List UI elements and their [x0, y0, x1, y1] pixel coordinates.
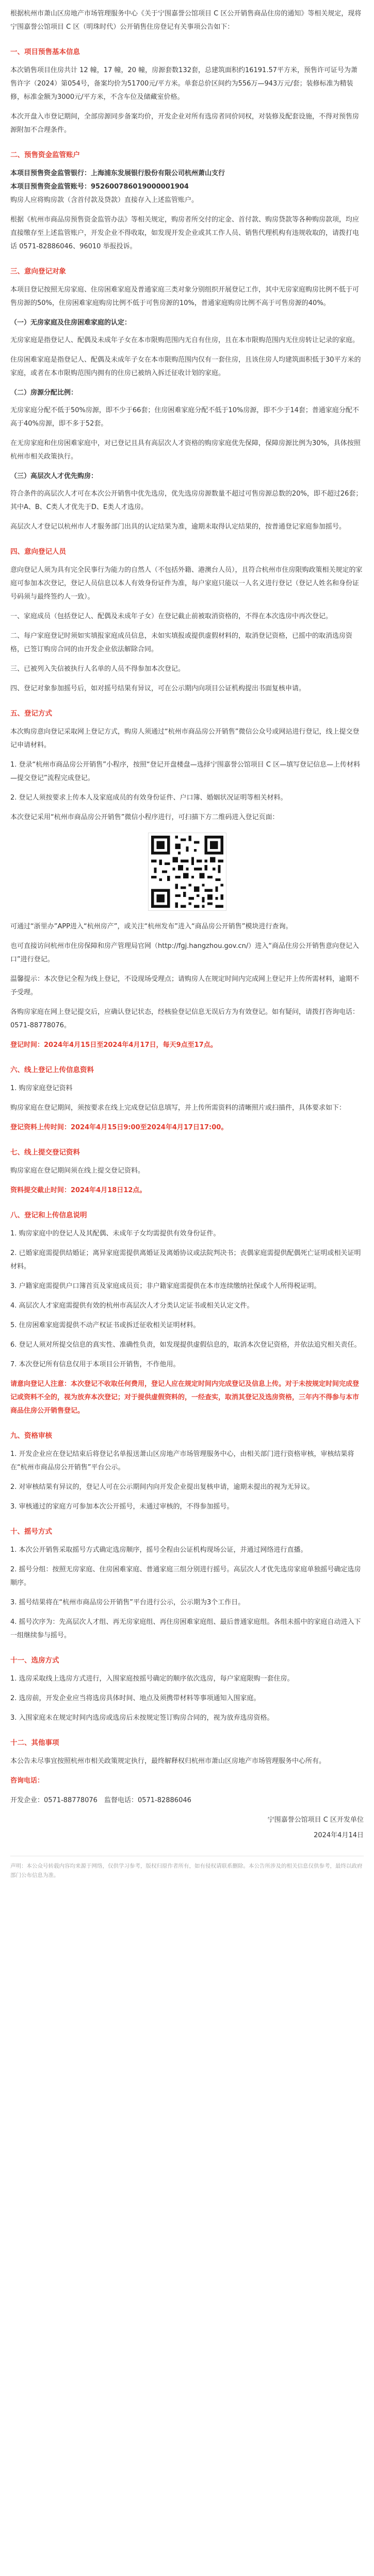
section-title-other: 十二、其他事项 — [10, 1739, 59, 1747]
escrow-bank-line: 本项目预售资金监管银行：上海浦东发展银行股份有限公司杭州萧山支行 — [10, 170, 225, 177]
section-title-online-submit: 七、线上提交登记资料 — [10, 1148, 80, 1157]
contact-line: 开发企业：0571-88778076 监督电话：0571-82886046 — [10, 1797, 191, 1804]
review-paragraph-3: 3. 审核通过的家庭方可参加本次公开摇号，未通过审核的，不得参加摇号。 — [10, 1503, 234, 1511]
upload-time: 登记资料上传时间：2024年4月15日9:00至2024年4月17日17:00。 — [10, 1124, 228, 1131]
targets-paragraph-2: 无房家庭是指登记人、配偶及未成年子女在本市限购范围内无自有住房，且在本市限购范围内无住房转让记录的家庭。 — [10, 336, 360, 344]
section-title-qualification-review: 九、资格审核 — [10, 1432, 52, 1440]
targets-paragraph-1: 本项目登记按照无房家庭、住房困难家庭及普通家庭三类对象分别组织开展登记工作，其中无房家庭购房比例不低于可售房源的50%，住房困难家庭购房比例不低于可售房源的10%，普通家庭购房比例不高于可售房源的40%。 — [10, 286, 360, 307]
section-title-registration-method: 五、登记方式 — [10, 709, 52, 718]
project-info-note: 本次开盘入市登记期间，全部房源同步备案均价，开发企业对所有选房者同价同权，对装修及配套设施，不得对预售房源附加不合理条件。 — [10, 113, 360, 134]
section-title-registration-targets: 三、意向登记对象 — [10, 267, 66, 276]
targets-paragraph-5: 在无房家庭和住房困难家庭中，对已登记且具有高层次人才资格的购房家庭优先保障，保障房源比例为30%，具体按照杭州市相关政策执行。 — [10, 439, 361, 461]
section-title-registrants: 四、意向登记人员 — [10, 548, 66, 556]
section-title-lottery: 十、摇号方式 — [10, 1528, 52, 1536]
submit-paragraph-1: 购房家庭在登记期间须在线上提交登记资料。 — [10, 1167, 145, 1175]
notes-paragraph-7: 7. 本次登记所有信息仅用于本项目公开销售，不作他用。 — [10, 1361, 180, 1368]
selection-paragraph-2: 2. 选房前，开发企业应当将选房具体时间、地点及须携带材料等事项通知入围家庭。 — [10, 1694, 261, 1702]
notes-paragraph-2: 2. 已婚家庭需提供结婚证；离异家庭需提供离婚证及离婚协议或法院判决书；丧偶家庭需提供配偶死亡证明或相关证明材料。 — [10, 1249, 361, 1270]
method-paragraph-4: 本次登记采用“杭州市商品房公开销售”微信小程序进行，可扫描下方二维码进入登记页面： — [10, 814, 279, 821]
lottery-paragraph-4: 4. 摇号次序为：先高层次人才组、再无房家庭组、再住房困难家庭组、最后普通家庭组。各组未摇中的家庭自动进入下一组继续参与摇号。 — [10, 1618, 361, 1639]
section-title-online-upload: 六、线上登记上传信息资料 — [10, 1066, 94, 1074]
review-paragraph-1: 1. 开发企业应在登记结束后将登记名单报送萧山区房地产市场管理服务中心，由相关部门进行资格审核，审核结果将在“杭州市商品房公开销售”平台公示。 — [10, 1450, 354, 1471]
targets-paragraph-7: 高层次人才登记以杭州市人才服务部门出具的认定结果为准，逾期未取得认定结果的，按普通登记家庭参加摇号。 — [10, 523, 346, 531]
signer: 宁围嘉誉公馆项目 C 区开发单位 — [267, 1816, 364, 1824]
other-paragraph-1: 本公告未尽事宜按照杭州市相关政策规定执行，最终解释权归杭州市萧山区房地产市场管理服务中心所有。 — [10, 1757, 326, 1765]
project-info-paragraph: 本次销售项目住房共计 12 幢，17 幢，20 幢，房源套数132套，总建筑面积约16191.57平方米，预售许可证号为萧售许字（2024）第054号，备案均价为51700元/平方米。单套总价区间约为556万—943万元/套；装修标准为精装修，标准金额为3000元/平方米，不含车位及储藏室价格。 — [10, 66, 357, 101]
upload-paragraph-1: 1. 购房家庭登记资料 — [10, 1084, 73, 1092]
method-paragraph-2: 1. 登录“杭州市商品房公开销售”小程序，按照“登记开盘楼盘—选择宁围嘉誉公馆项目 C 区—填写登记信息—上传材料—提交登记”流程完成登记。 — [10, 761, 361, 782]
targets-paragraph-6: 符合条件的高层次人才可在本次公开销售中优先选房，优先选房房源数量不超过可售房源总数的20%，即不超过26套；其中A、B、C类人才优先于D、E类人才选房。 — [10, 490, 363, 511]
section-title-project-info: 一、项目预售基本信息 — [10, 48, 80, 56]
section-title-selection: 十一、选房方式 — [10, 1656, 59, 1665]
footer-disclaimer: 声明：本公众号转载内容均来源于网络，仅供学习参考，版权归原作者所有，如有侵权请联系删除。本公告所涉及的相关信息仅供参考，最终以政府部门公布信息为准。 — [10, 1863, 363, 1878]
notes-paragraph-6: 6. 登记人须对所提交信息的真实性、准确性负责，如发现提供虚假信息的，取消本次登记资格，并依法追究相关责任。 — [10, 1341, 361, 1349]
intro-paragraph: 根据杭州市萧山区房地产市场管理服务中心《关于宁围嘉誉公馆项目 C 区公开销售商品住房的通知》等相关规定，现将宁围嘉誉公馆项目 C 区（明珠时代）公开销售住房登记有关事项公告如下： — [10, 10, 362, 31]
sign-date: 2024年4月14日 — [314, 1832, 364, 1839]
submit-deadline: 资料提交截止时间：2024年4月18日12点。 — [10, 1187, 147, 1194]
upload-paragraph-2: 购房家庭在登记期间，须按要求在线上完成登记信息填写，并上传所需资料的清晰照片或扫描件，具体要求如下： — [10, 1104, 346, 1112]
targets-paragraph-3: 住房困难家庭是指登记人、配偶及未成年子女在本市限购范围内仅有一套住房，且该住房人均建筑面积低于30平方米的家庭，或者在本市限购范围内拥有的住房已被纳入拆迁征收计划的家庭。 — [10, 356, 361, 377]
targets-subtitle-3: （三）高层次人才优先购房： — [10, 472, 98, 480]
targets-subtitle-2: （二）房源分配比例： — [10, 389, 78, 397]
registrants-paragraph-2: 一、家庭成员（包括登记人、配偶及未成年子女）在登记截止前被取消资格的，不得在本次选房中再次登记。 — [10, 613, 333, 620]
inquiry-paragraph-4: 各购房家庭在网上登记提交后，应确认登记状态，经核验登记信息无误后方为有效登记。如有疑问，请拨打咨询电话：0571-88778076。 — [10, 1008, 360, 1029]
notes-warning: 请意向登记人注意：本次登记不收取任何费用，登记人应在规定时间内完成登记及信息上传。对于未按规定时间完成登记或资料不全的，视为放弃本次登记；对于提供虚假资料的，一经查实，取消其登记及选房资格，三年内不得参与本市商品住房公开销售登记。 — [10, 1380, 360, 1415]
targets-paragraph-4: 无房家庭分配不低于50%房源，即不少于66套；住房困难家庭分配不低于10%房源，即不少于14套；普通家庭分配不高于40%房源，即不多于52套。 — [10, 406, 359, 428]
section-title-registration-notes: 八、登记和上传信息说明 — [10, 1211, 87, 1219]
section-title-escrow-account: 二、预售资金监管账户 — [10, 151, 80, 159]
registrants-paragraph-4: 三、已被列入失信被执行人名单的人员不得参加本次登记。 — [10, 665, 185, 673]
method-paragraph-3: 2. 登记人须按要求上传本人及家庭成员的有效身份证件、户口簿、婚姻状况证明等相关材料。 — [10, 794, 287, 802]
registrants-paragraph-1: 意向登记人须为具有完全民事行为能力的自然人（不包括外籍、港澳台人员），且符合杭州市住房限购政策相关规定的家庭可参加本次登记，登记人员信息以本人有效身份证件为准，每户家庭只能以一人名义进行登记（登记人姓名和身份证号码须与最终签约人一致）。 — [10, 566, 363, 601]
qr-code-container — [10, 833, 364, 911]
escrow-account-line: 本项目预售资金监管账号：952600786019000001904 — [10, 183, 189, 191]
lottery-paragraph-3: 3. 摇号结果将在“杭州市商品房公开销售”平台进行公示，公示期为3个工作日。 — [10, 1599, 245, 1606]
registration-time: 登记时间：2024年4月15日至2024年4月17日，每天9点至17点。 — [10, 1041, 217, 1049]
lottery-paragraph-1: 1. 本次公开销售采取摇号方式确定选房顺序，摇号全程由公证机构现场公证，并通过网络进行直播。 — [10, 1546, 307, 1554]
review-paragraph-2: 2. 对审核结果有异议的，登记人可在公示期间内向开发企业提出复核申请，逾期未提出的视为无异议。 — [10, 1483, 314, 1491]
escrow-paragraph-2: 根据《杭州市商品房预售资金监管办法》等相关规定，购房者所交付的定金、首付款、购房贷款等各种购房款项，均应直接缴存至上述监管账户，开发企业不得收取，如发现开发企业或其工作人员、销售代理机构有违规收取的，请拨打电话 0571-82886046、96010 举报投诉。 — [10, 216, 360, 250]
notes-paragraph-3: 3. 户籍家庭需提供户口簿首页及家庭成员页；非户籍家庭需提供在本市连续缴纳社保或个人所得税证明。 — [10, 1282, 321, 1290]
selection-paragraph-3: 3. 入围家庭未在规定时间内选房或选房后未按规定签订购房合同的，视为放弃选房资格。 — [10, 1714, 274, 1722]
notes-paragraph-1: 1. 购房家庭中的登记人及其配偶、未成年子女均需提供有效身份证件。 — [10, 1230, 220, 1238]
inquiry-paragraph-2: 也可直接访问杭州市住房保障和房产管理局官网（http://fgj.hangzhou.gov.cn/）进入“商品住房公开销售意向登记入口”进行登记。 — [10, 942, 360, 963]
targets-subtitle-1: （一）无房家庭及住房困难家庭的认定： — [10, 319, 132, 327]
escrow-paragraph-1: 购房人应将购房款（含首付款及贷款）直接存入上述监管账户。 — [10, 196, 199, 204]
registrants-paragraph-5: 四、登记对象参加摇号后，如对摇号结果有异议，可在公示期内向项目公证机构提出书面复核申请。 — [10, 685, 306, 692]
lottery-paragraph-2: 2. 摇号分组：按照无房家庭、住房困难家庭、普通家庭三组分别进行摇号。高层次人才优先选房家庭单独摇号确定选房顺序。 — [10, 1566, 361, 1587]
method-paragraph-1: 本次购房意向登记采取网上登记方式，购房人须通过“杭州市商品房公开销售”微信公众号或网站进行登记，线上提交登记申请材料。 — [10, 728, 360, 749]
qr-code[interactable] — [148, 833, 226, 911]
notes-paragraph-5: 5. 住房困难家庭需提供不动产权证书或拆迁征收相关证明材料。 — [10, 1321, 200, 1329]
registrants-paragraph-3: 二、每户家庭登记时须如实填报家庭成员信息，未如实填报或提供虚假材料的，取消登记资格，已摇中的取消选房资格，已签订购房合同的由开发企业依法解除合同。 — [10, 632, 353, 653]
notes-paragraph-4: 4. 高层次人才家庭需提供有效的杭州市高层次人才分类认定证书或相关认定文件。 — [10, 1302, 254, 1310]
inquiry-paragraph-3: 温馨提示：本次登记全程为线上登记，不设现场受理点；请购房人在规定时间内完成网上登记并上传所需材料，逾期不予受理。 — [10, 975, 360, 996]
selection-paragraph-1: 1. 选房采取线上选房方式进行，入围家庭按摇号确定的顺序依次选房，每户家庭限购一套住房。 — [10, 1675, 294, 1683]
inquiry-paragraph-1: 可通过“浙里办”APP进入“杭州房产”，或关注“杭州发布”进入“商品房公开销售”模块进行查询。 — [10, 923, 292, 930]
contact-title: 咨询电话： — [10, 1777, 44, 1785]
